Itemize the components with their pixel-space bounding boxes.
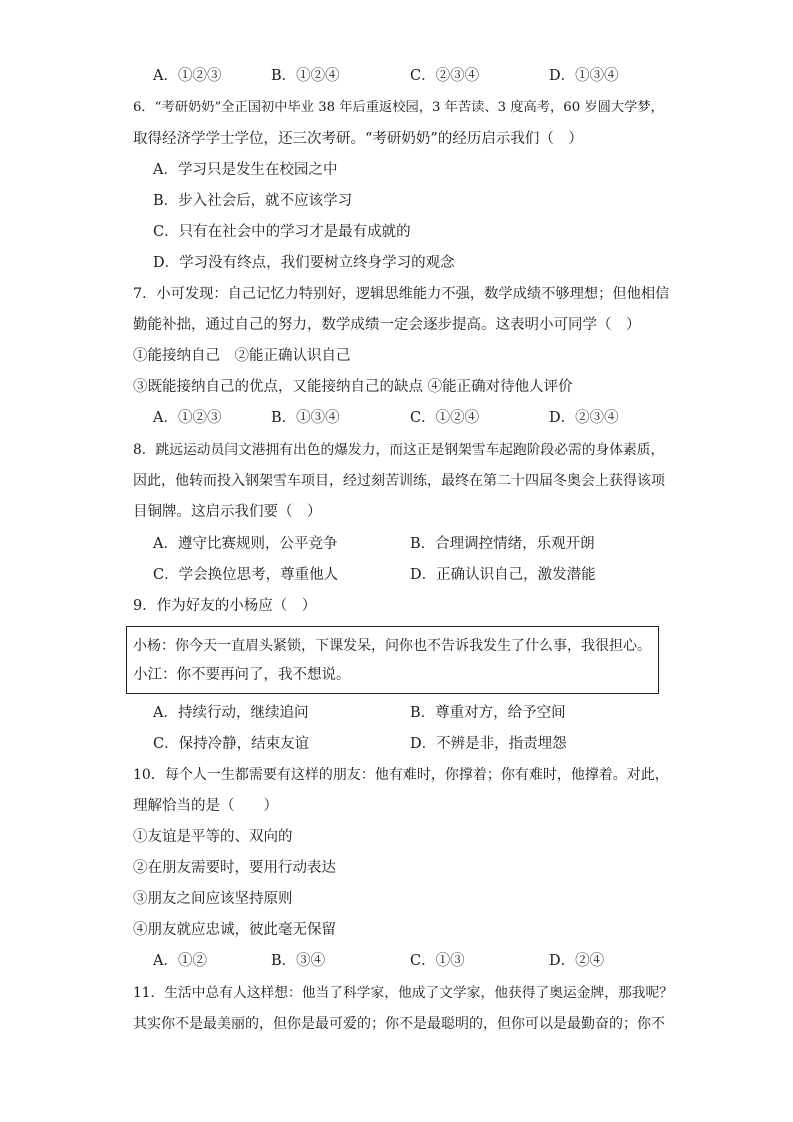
q11-stem-line-1: 11．生活中总有人这样想：他当了科学家，他成了文学家，他获得了奥运金牌，那我呢？: [133, 985, 673, 1001]
q5-option-b[interactable]: B．①②④: [271, 68, 340, 84]
q6-stem-line-1: 6．“考研奶奶”全正国初中毕业 38 年后重返校园，3 年苦读、3 度高考，60 岁圆大学梦，: [133, 100, 664, 115]
q5-option-c[interactable]: C．②③④: [410, 68, 480, 84]
q7-stem-line-1: 7．小可发现：自己记忆力特别好，逻辑思维能力不强，数学成绩不够理想；但他相信: [133, 286, 670, 302]
q7-option-a[interactable]: A．①②③: [153, 410, 222, 426]
q7-option-b[interactable]: B．①③④: [271, 410, 340, 426]
q9-stem: 9．作为好友的小杨应（ ）: [133, 598, 317, 614]
q10-item-4: ④朋友就应忠诚，彼此毫无保留: [133, 922, 336, 938]
q10-stem-line-2: 理解恰当的是（ ）: [133, 798, 278, 814]
q10-stem-line-1: 10．每个人一生都需要有这样的朋友：他有难时，你撑着；你有难时，他撑着。对此，: [133, 767, 669, 783]
q6-option-c[interactable]: C．只有在社会中的学习才是最有成就的: [153, 224, 411, 240]
q10-option-a[interactable]: A．①②: [153, 953, 207, 969]
q9-option-a[interactable]: A．持续行动，继续追问: [153, 705, 309, 721]
q8-option-b[interactable]: B．合理调控情绪，乐观开朗: [410, 536, 595, 552]
q5-option-a[interactable]: A．①②③: [153, 68, 222, 84]
q6-option-d[interactable]: D．学习没有终点，我们要树立终身学习的观念: [153, 255, 455, 271]
q9-dialog-box: [126, 626, 659, 694]
q7-options: [153, 408, 693, 428]
q8-options-row-2: [153, 565, 693, 585]
q10-options: [153, 951, 693, 971]
q8-options-row-1: [153, 534, 693, 554]
q8-stem-line-2: 因此，他转而投入钢架雪车项目，经过刻苦训练，最终在第二十四届冬奥会上获得该项: [133, 473, 665, 489]
q5-option-d[interactable]: D．①③④: [549, 68, 619, 84]
q6-option-b[interactable]: B．步入社会后，就不应该学习: [153, 193, 353, 209]
q6-option-a[interactable]: A．学习只是发生在校园之中: [153, 162, 338, 178]
q7-option-c[interactable]: C．①②④: [410, 410, 480, 426]
q10-option-c[interactable]: C．①③: [410, 953, 465, 969]
q6-stem-line-2: 取得经济学学士学位，还三次考研。“考研奶奶”的经历启示我们（ ）: [133, 131, 583, 147]
q10-option-d[interactable]: D．②④: [549, 953, 605, 969]
q8-option-d[interactable]: D．正确认识自己，激发潜能: [410, 567, 596, 583]
q10-item-3: ③朋友之间应该坚持原则: [133, 891, 293, 907]
q9-option-c[interactable]: C．保持冷静，结束友谊: [153, 736, 310, 752]
q10-item-1: ①友谊是平等的、双向的: [133, 829, 293, 845]
q9-dialog-line-1: 小杨：你今天一直眉头紧锁，下课发呆，问你也不告诉我发生了什么事，我很担心。: [133, 638, 651, 654]
q10-item-2: ②在朋友需要时，要用行动表达: [133, 860, 336, 876]
q5-options: [153, 66, 693, 86]
q8-option-c[interactable]: C．学会换位思考，尊重他人: [153, 567, 339, 583]
q8-stem-line-3: 目铜牌。这启示我们要（ ）: [133, 504, 322, 520]
q8-option-a[interactable]: A．遵守比赛规则，公平竞争: [153, 536, 338, 552]
q9-options-row-1: [153, 703, 693, 723]
q7-option-d[interactable]: D．②③④: [549, 410, 619, 426]
q8-stem-line-1: 8．跳远运动员闫文港拥有出色的爆发力，而这正是钢架雪车起跑阶段必需的身体素质，: [133, 442, 665, 458]
q11-stem-line-2: 其实你不是最美丽的，但你是最可爱的；你不是最聪明的，但你可以是最勤奋的；你不: [133, 1016, 665, 1032]
q9-option-d[interactable]: D．不辨是非，指责埋怨: [410, 736, 567, 752]
q9-option-b[interactable]: B．尊重对方，给予空间: [410, 705, 566, 721]
q7-item-line-1: ①能接纳自己 ②能正确认识自己: [133, 348, 351, 364]
q10-option-b[interactable]: B．③④: [271, 953, 326, 969]
q7-stem-line-2: 勤能补拙，通过自己的努力，数学成绩一定会逐步提高。这表明小可同学（ ）: [133, 317, 641, 333]
q7-item-line-2: ③既能接纳自己的优点，又能接纳自己的缺点 ④能正确对待他人评价: [133, 379, 573, 395]
q9-options-row-2: [153, 734, 693, 754]
q9-dialog-line-2: 小江：你不要再问了，我不想说。: [133, 667, 351, 683]
